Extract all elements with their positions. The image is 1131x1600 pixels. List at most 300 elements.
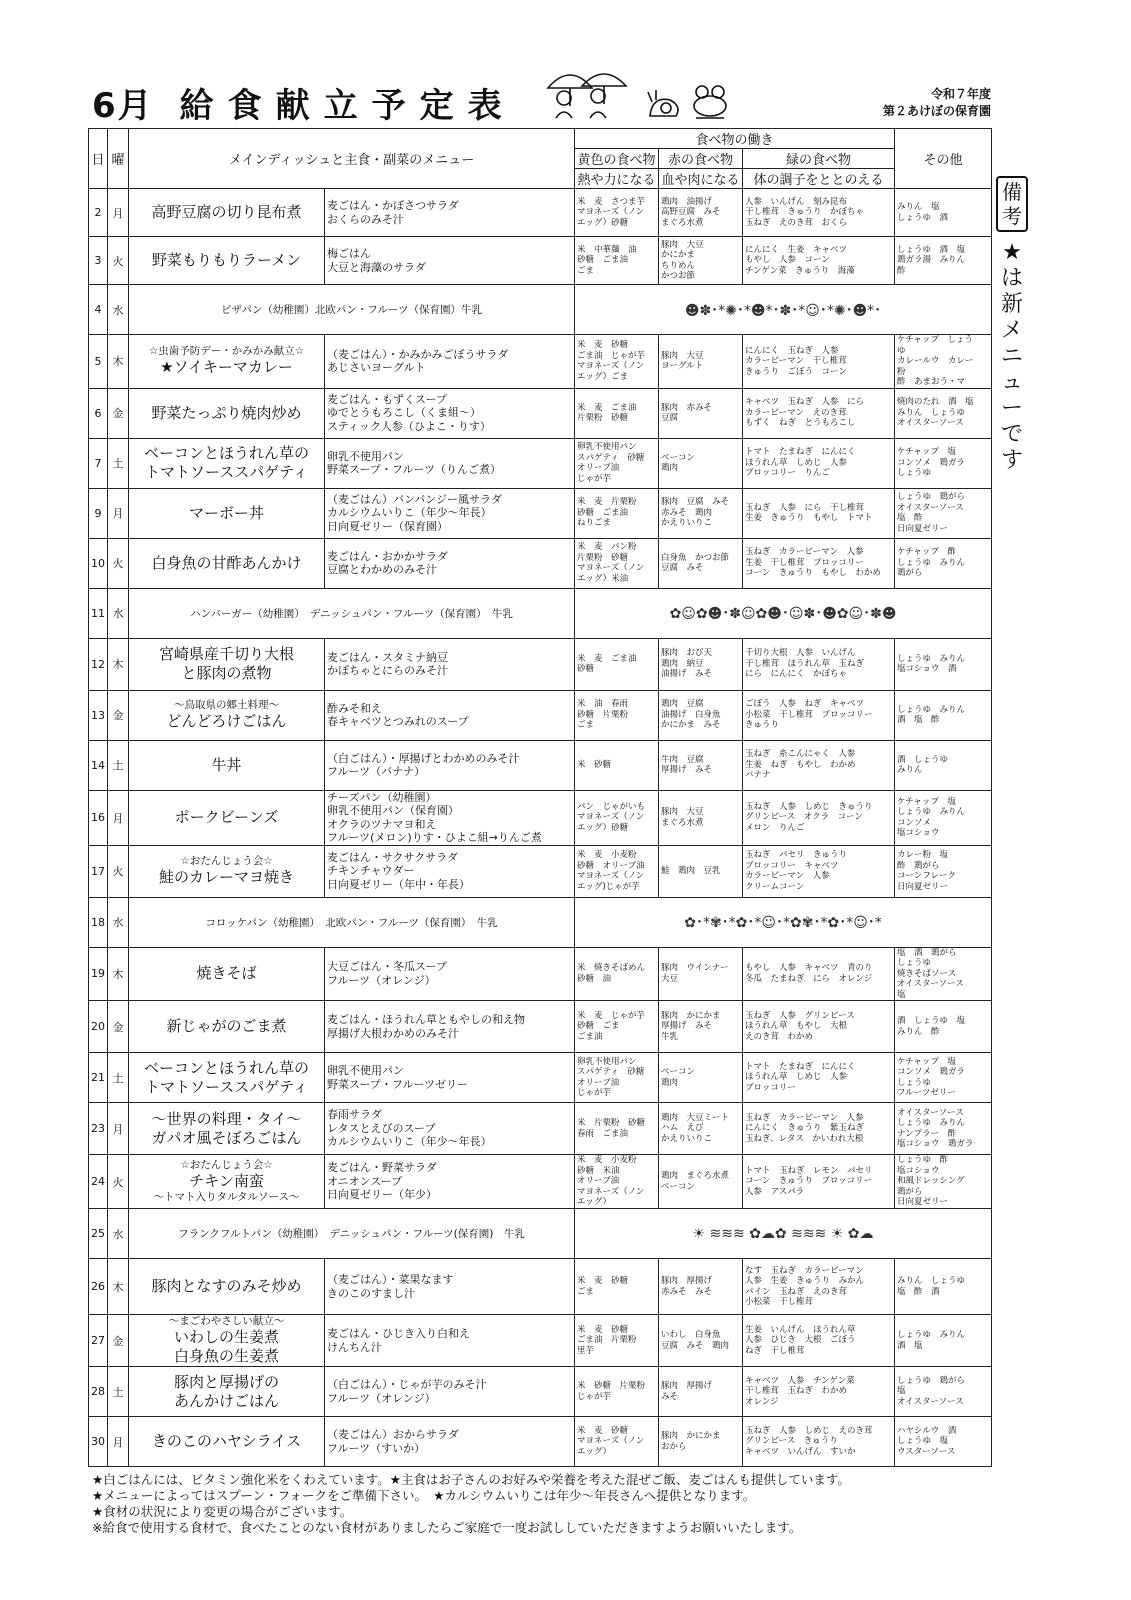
other-foods-line: 酒 塩 酢 (897, 715, 940, 725)
red-foods-line: ちりめん (661, 260, 696, 271)
main-dish (129, 538, 325, 588)
other-foods-line: 酒 しょうゆ 塩 (897, 1016, 966, 1026)
day-number: 28 (89, 1367, 108, 1417)
red-foods-line: 鶏肉 大豆ミート (661, 1112, 730, 1123)
remarks-label: 備考 (996, 176, 1028, 232)
menu-row (89, 638, 992, 690)
side-dish-line: 豆腐とわかめのみそ汁 (327, 563, 437, 576)
red-foods-line: ベーコン (661, 452, 696, 463)
main-dish-line: 白身魚の甘酢あんかけ (151, 553, 302, 572)
yellow-foods (575, 690, 659, 740)
weekday: 土 (108, 1053, 129, 1103)
red-foods-line: 赤みそ 鶏肉 (661, 507, 713, 518)
red-foods (659, 947, 743, 1001)
side-dish-line: （麦ごはん）バンバンジー風サラダ (327, 492, 502, 506)
green-foods-line: クリームコーン (745, 881, 805, 892)
red-foods (659, 1103, 743, 1155)
menu-row (89, 388, 992, 438)
other-foods-line: オイスターソース (897, 418, 964, 429)
menu-row (89, 1209, 992, 1259)
other-foods-line: ケチャップ 塩 (897, 447, 956, 458)
menu-row (89, 1155, 992, 1209)
red-foods-line: 鶏肉 油揚げ (661, 196, 713, 207)
organization-info (883, 86, 991, 120)
side-dish-line: フルーツ（すいか） (327, 1441, 426, 1455)
other-foods-line: 酢 あまおう・マ (897, 377, 966, 387)
yellow-foods (575, 1417, 659, 1467)
day-number: 25 (89, 1209, 108, 1259)
side-dish-line: 麦ごはん・もずくスープ (327, 392, 447, 406)
yellow-foods (575, 1259, 659, 1315)
side-dish (325, 538, 575, 588)
main-dish-line: ベーコンとほうれん草の (143, 1058, 309, 1077)
yellow-foods-line: 春雨 ごま油 (577, 1128, 629, 1139)
red-foods (659, 1367, 743, 1417)
nursery-name: 第２あけぼの保育園 (882, 104, 991, 118)
yellow-foods (575, 335, 659, 389)
green-foods-line: 玉ねぎ 人参 にら 干し椎茸 (745, 502, 865, 513)
green-foods-line: グリンピース きゅうり (745, 1436, 838, 1447)
yellow-foods (575, 1367, 659, 1417)
other-foods-line: カレー粉 塩 (897, 850, 949, 860)
red-foods (659, 790, 743, 845)
main-dish-line: 高野豆腐の切り昆布煮 (151, 203, 302, 221)
main-dish (129, 1367, 325, 1417)
other-foods-line: カレールウ カレー (897, 356, 974, 366)
side-dish-line: （白ごはん）・じゃが芋のみそ汁 (327, 1378, 487, 1391)
other-foods (895, 1367, 992, 1417)
red-foods-line: 大豆 (661, 973, 679, 984)
col-main: メインディッシュと主食・副菜のメニュー (129, 129, 575, 189)
yellow-foods-line: じゃが芋 (577, 1088, 612, 1098)
col-day: 日 (89, 129, 108, 189)
yellow-foods-line: マヨネーズ（ノン (577, 207, 645, 218)
menu-row (89, 538, 992, 588)
other-foods-line: コンソメ 鶏ガラ (897, 457, 965, 468)
other-foods-line: 日向夏ゼリー (897, 1197, 949, 1208)
red-foods-line: かえりいりこ (661, 1133, 713, 1144)
yellow-foods-line: 米 麦 さつま芋 (577, 196, 646, 207)
menu-row (89, 845, 992, 897)
weekday: 木 (108, 638, 129, 690)
yellow-foods-line: 砂糖 ごま (577, 1021, 620, 1032)
other-foods-line: 塩コショウ 酒 (897, 664, 957, 674)
green-foods (743, 1259, 895, 1315)
yellow-foods-line: 米 片栗粉 砂糖 (577, 1118, 646, 1128)
red-foods-line: 鶏肉 納豆 (661, 658, 704, 669)
yellow-foods-line: 米 焼きそばめん (577, 963, 646, 974)
menu-row (89, 438, 992, 488)
weekday: 火 (108, 538, 129, 588)
yellow-foods-line: じゃが芋 (577, 1391, 612, 1402)
other-foods (895, 1315, 992, 1367)
side-dish-line: 野菜スープ・フルーツ（りんご煮） (327, 463, 502, 476)
other-foods-line: 酢 鶏がら (897, 860, 940, 871)
red-foods-line: 豆腐 みそ (661, 563, 704, 573)
weekday: 水 (108, 588, 129, 638)
main-dish-line: 野菜たっぷり焼肉炒め (151, 403, 302, 422)
col-weekday: 曜 (108, 129, 129, 189)
weekday: 木 (108, 1259, 129, 1315)
green-foods-line: にら にんにく かぼちゃ (745, 669, 848, 680)
green-foods-line: 玉ねぎ 糸こんにゃく 人参 (745, 749, 856, 760)
footer-line: ★白ごはんには、ビタミン強化米をくわえています。★主食はお子さんのお好みや栄養を考えた混ぜご飯、麦ごはんも提供しています。 (92, 1472, 850, 1487)
side-dish-line: 麦ごはん・野菜サラダ (327, 1161, 437, 1175)
side-dish-line: フルーツ（オレンジ） (327, 973, 436, 987)
main-dish-line: ～世界の料理・タイ～ (151, 1109, 302, 1128)
menu-row (89, 588, 992, 638)
side-dish (325, 790, 575, 845)
side-dish-line: 麦ごはん・ひじき入り白和え (327, 1327, 470, 1340)
main-dish (129, 1103, 325, 1155)
main-dish (129, 1315, 325, 1367)
footer-notes (92, 1472, 850, 1536)
other-foods-line: ナンプラー 酢 (897, 1128, 957, 1139)
bread-menu: ハンバーガー（幼稚園） デニッシュパン・フルーツ（保育園） 牛乳 (129, 588, 575, 638)
yellow-foods-line: 卵乳不使用パン (577, 442, 637, 452)
green-foods (743, 790, 895, 845)
yellow-foods (575, 1053, 659, 1103)
green-foods-line: バナナ (745, 770, 771, 781)
other-foods-line: フルーツゼリー (897, 1088, 956, 1098)
other-foods (895, 1417, 992, 1467)
main-dish-line: ☆おたんじょう会☆ (180, 1159, 273, 1171)
weekday: 木 (108, 335, 129, 389)
red-foods-line: 豚肉 厚揚げ (661, 1381, 713, 1391)
yellow-foods-line: マヨネーズ（ノン (577, 871, 645, 881)
side-dish-line: 日向夏ゼリー（保育園） (327, 519, 448, 533)
other-foods (895, 1001, 992, 1053)
side-dish (325, 1001, 575, 1053)
main-dish-line: 牛丼 (211, 755, 242, 774)
green-foods-line: もやし 人参 コーン (745, 255, 830, 266)
red-foods (659, 1259, 743, 1315)
green-foods-line: きゅうり (745, 720, 780, 731)
other-foods-line: 塩コショウ (897, 1165, 940, 1176)
yellow-foods-line: 米 麦 パン粉 (577, 542, 637, 552)
yellow-foods-line: 米 麦 ごま油 (577, 402, 637, 413)
yellow-foods-line: ごま (577, 720, 595, 731)
other-foods-line: ケチャップ 塩 (897, 1056, 956, 1067)
yellow-foods-line: マヨネーズ（ノン (577, 1436, 645, 1447)
side-dish-line: 日向夏ゼリー（年中・年長） (327, 877, 470, 891)
main-dish-line: ☆おたんじょう会☆ (180, 855, 273, 867)
side-dish-line: フルーツ（オレンジ） (327, 1391, 436, 1405)
side-dish (325, 237, 575, 285)
decoration-cell (575, 588, 992, 638)
green-foods-line: 玉ねぎ えのき茸 おくら (745, 217, 848, 228)
green-foods-line: パイン 玉ねぎ えのき茸 (745, 1286, 848, 1297)
side-dish-line: 麦ごはん・おかかサラダ (327, 549, 448, 563)
other-foods-line: 塩 酒 鶏がら (897, 947, 957, 958)
bread-menu: フランクフルトパン（幼稚園） デニッシュパン・フルーツ(保育園) 牛乳 (129, 1209, 575, 1259)
other-foods-line: 酢 (897, 265, 906, 276)
red-foods (659, 845, 743, 897)
yellow-foods-line: 片栗粉 砂糖 (577, 413, 629, 423)
menu-row (89, 1367, 992, 1417)
red-foods (659, 189, 743, 237)
decoration-strip: ☀ ≋≋≋ ✿☁✿ ≋≋≋ ☀ ✿☁ (692, 1225, 874, 1242)
month-label: 6月 (92, 86, 154, 126)
main-dish-line: ～鳥取県の郷土料理～ (174, 699, 279, 711)
other-foods-line: しょうゆ みりん (897, 1118, 966, 1128)
main-dish-line: 焼きそば (196, 964, 257, 983)
yellow-foods-line: 米 砂糖 (577, 759, 612, 770)
yellow-foods-line: マヨネーズ（ノン (577, 361, 645, 372)
yellow-foods-line: エッグ）砂糖 (577, 822, 629, 833)
green-foods (743, 438, 895, 488)
menu-row (89, 189, 992, 237)
side-dish (325, 1259, 575, 1315)
red-foods-line: ベーコン (661, 1181, 696, 1192)
other-foods (895, 1259, 992, 1315)
side-dish (325, 638, 575, 690)
side-dish-line: （麦ごはん）おからサラダ (327, 1428, 459, 1441)
yellow-foods-line: 米 麦 小麦粉 (577, 1155, 637, 1166)
other-foods-line: 日向夏ゼリー (897, 523, 949, 534)
red-foods-line: 厚揚げ みそ (661, 765, 713, 775)
green-foods (743, 189, 895, 237)
side-dish (325, 1367, 575, 1417)
side-dish-line: スティック人参（ひよこ・りす） (327, 419, 491, 433)
yellow-foods-line: エッグ） (577, 1197, 612, 1208)
day-number: 17 (89, 845, 108, 897)
yellow-foods-line: オリーブ油 (577, 1077, 620, 1088)
yellow-foods (575, 740, 659, 790)
other-foods-line: 塩コショウ 鶏ガラ (897, 1139, 974, 1149)
side-dish (325, 1417, 575, 1467)
yellow-foods (575, 237, 659, 285)
other-foods-line: しょうゆ (897, 1077, 932, 1088)
col-green-role: 体の調子をととのえる (743, 169, 895, 189)
green-foods (743, 1367, 895, 1417)
yellow-foods-line: マヨネーズ（ノン (577, 812, 645, 823)
yellow-foods-line: スパゲティ 砂糖 (577, 452, 645, 463)
day-number: 30 (89, 1417, 108, 1467)
red-foods (659, 388, 743, 438)
main-dish (129, 1155, 325, 1209)
weekday: 月 (108, 189, 129, 237)
yellow-foods-line: パン じゃがいも (577, 801, 646, 812)
other-foods-line: ウスターソース (897, 1446, 956, 1457)
other-foods-line: コンソメ 鶏ガラ (897, 1067, 965, 1077)
weekday: 金 (108, 388, 129, 438)
other-foods (895, 1103, 992, 1155)
other-foods-line: オイスターソース (897, 1107, 964, 1118)
yellow-foods (575, 488, 659, 538)
red-foods-line: ハム えび (661, 1123, 704, 1134)
red-foods-line: 鶏肉 まぐろ水煮 (661, 1171, 730, 1181)
green-foods-line: キャベツ 人参 チンゲン菜 (745, 1375, 855, 1386)
decoration-cell (575, 897, 992, 947)
yellow-foods (575, 947, 659, 1001)
yellow-foods-line: エッグ） (577, 1446, 612, 1457)
day-number: 5 (89, 335, 108, 389)
day-number: 19 (89, 947, 108, 1001)
yellow-foods-line: エッグ)じゃが芋 (577, 881, 640, 892)
other-foods (895, 438, 992, 488)
red-foods-line: いわし 白身魚 (661, 1330, 721, 1340)
side-dish-line: 春雨サラダ (327, 1108, 382, 1122)
main-dish-line: あんかけごはん (173, 1391, 279, 1410)
other-foods-line: みりん 酢 (897, 1026, 940, 1037)
green-foods-line: キャベツ いんげん すいか (745, 1446, 856, 1457)
yellow-foods-line: 砂糖 米油 (577, 1165, 620, 1176)
side-dish-line: 大豆ごはん・冬瓜スープ (327, 960, 447, 974)
red-foods-line: 豚肉 おび天 (661, 648, 713, 659)
red-foods (659, 1001, 743, 1053)
other-foods-line: ハヤシルウ 酒 (897, 1425, 957, 1436)
main-dish-line: と豚肉の煮物 (181, 664, 272, 682)
green-foods-line: コーン きゅうり もやし わかめ (745, 568, 881, 579)
main-dish-line: 豚肉となすのみそ炒め (151, 1277, 302, 1295)
day-number: 12 (89, 638, 108, 690)
red-foods-line: かつお節 (661, 271, 696, 281)
other-foods (895, 335, 992, 389)
main-dish-line: 宮崎県産千切り大根 (158, 645, 294, 663)
main-dish-line: ポークビーンズ (174, 808, 279, 826)
red-foods-line: 鶏肉 豆腐 (661, 699, 704, 710)
main-dish (129, 1417, 325, 1467)
other-foods-line: 酒 しょうゆ (897, 754, 949, 765)
bread-menu: ピザパン（幼稚園）北欧パン・フルーツ（保育園）牛乳 (129, 285, 575, 335)
yellow-foods-line: 米 麦 砂糖 (577, 1425, 629, 1436)
day-number: 14 (89, 740, 108, 790)
main-dish (129, 790, 325, 845)
decoration-cell (575, 285, 992, 335)
other-foods-line: 日向夏ゼリー (897, 881, 949, 892)
col-red-role: 血や肉になる (659, 169, 743, 189)
day-number: 3 (89, 237, 108, 285)
side-dish-line: 野菜スープ・フルーツゼリー (327, 1077, 469, 1091)
green-foods-line: 小松菜 干し椎茸 ブロッコリー (745, 709, 873, 720)
other-foods (895, 488, 992, 538)
yellow-foods-line: 米 麦 じゃが芋 (577, 1010, 646, 1021)
other-foods-line: しょうゆ 鶏がら (897, 492, 966, 502)
other-foods-line: しょうゆ みりん (897, 653, 966, 664)
red-foods (659, 638, 743, 690)
day-number: 24 (89, 1155, 108, 1209)
green-foods (743, 1417, 895, 1467)
col-other: その他 (895, 129, 992, 189)
green-foods-line: 玉ねぎ、レタス かいわれ大根 (745, 1133, 864, 1144)
yellow-foods-line: 米 麦 ごま油 (577, 653, 637, 664)
main-dish-line: マーボー丼 (188, 503, 264, 522)
weekday: 金 (108, 1001, 129, 1053)
other-foods-line: 塩 酢 (897, 513, 923, 523)
main-dish (129, 1053, 325, 1103)
green-foods-line: コーン きゅうり ブロッコリー (745, 1176, 873, 1187)
other-foods-line: 塩コショウ (897, 828, 940, 838)
red-foods-line: まぐろ水煮 (661, 817, 704, 828)
yellow-foods-line: ごま油 じゃが芋 (577, 350, 646, 361)
menu-row (89, 1315, 992, 1367)
decoration-strip: ✿☺✿☻･✽☺✿☻･☺✽･☻✿☺･✽☻ (669, 606, 897, 622)
green-foods-line: 人参 ひじき 大根 ごぼう (745, 1335, 856, 1346)
red-foods-line: 豚肉 かにかま (661, 1010, 721, 1021)
green-foods-line: ブロッコリー りんご (745, 468, 830, 479)
green-foods (743, 1315, 895, 1367)
day-number: 18 (89, 897, 108, 947)
yellow-foods-line: 米 麦 片栗粉 (577, 497, 637, 508)
other-foods (895, 947, 992, 1001)
yellow-foods-line: 砂糖 ごま油 (577, 255, 629, 266)
yellow-foods-line: 米 麦 小麦粉 (577, 850, 637, 860)
other-foods-line: しょうゆ 酢 (897, 1155, 949, 1166)
main-dish-line: いわしの生姜煮 (173, 1328, 279, 1346)
green-foods-line: 小松菜 干し椎茸 (745, 1297, 814, 1307)
menu-row (89, 897, 992, 947)
menu-row (89, 1417, 992, 1467)
menu-row (89, 947, 992, 1001)
red-foods-line: 豆腐 (661, 413, 679, 423)
day-number: 26 (89, 1259, 108, 1315)
side-dish-line: オクラのツナマヨ和え (327, 817, 437, 831)
main-dish (129, 690, 325, 740)
main-dish (129, 947, 325, 1001)
red-foods (659, 1417, 743, 1467)
other-foods-line: みりん しょうゆ (897, 1276, 966, 1286)
green-foods (743, 638, 895, 690)
day-number: 13 (89, 690, 108, 740)
green-foods-line: カラーピーマン えのき茸 (745, 407, 847, 418)
yellow-foods-line: オリーブ油 (577, 1176, 620, 1187)
side-dish-line: フルーツ(メロン)りす・ひよこ組→りんご煮 (327, 831, 542, 844)
main-dish (129, 1259, 325, 1315)
red-foods-line: かにかま (661, 250, 696, 260)
yellow-foods (575, 1001, 659, 1053)
green-foods-line: きゅうり ごぼう コーン (745, 366, 847, 377)
yellow-foods-line: 砂糖 オリーブ油 (577, 860, 645, 871)
red-foods-line: 鮭 鶏肉 豆乳 (661, 865, 721, 876)
green-foods-line: チンゲン菜 きゅうり 海藻 (745, 265, 855, 276)
red-foods-line: 豚肉 厚揚げ (661, 1276, 713, 1286)
side-dish-line: 麦ごはん・スタミナ納豆 (327, 650, 448, 664)
green-foods (743, 1155, 895, 1209)
red-foods-line: 赤みそ みそ (661, 1286, 713, 1297)
main-dish-line: ベーコンとほうれん草の (143, 444, 309, 462)
red-foods-line: 豚肉 大豆 (661, 239, 704, 250)
footer-line: ※給食で使用する食材で、食べたことのない食材がありましたらご家庭で一度お試ししていただきますようお願いいたします。 (92, 1520, 802, 1535)
green-foods-line: ねぎ 干し椎茸 (745, 1345, 805, 1356)
decoration-strip: ☻✽･*✺･*☻*･✽･*☺･*✺･☻*･ (684, 302, 882, 319)
other-foods-line: しょうゆ みりん (897, 557, 966, 568)
col-yellow: 黄色の食べ物 (575, 149, 659, 169)
green-foods-line: 人参 アスパラ (745, 1186, 805, 1197)
yellow-foods (575, 388, 659, 438)
side-dish-line: 卵乳不使用パン (327, 449, 404, 463)
green-foods-line: トマト 玉ねぎ レモン パセリ (745, 1165, 873, 1176)
green-foods-line: 冬瓜 たまねぎ にら オレンジ (745, 973, 873, 984)
side-dish (325, 488, 575, 538)
yellow-foods-line: 卵乳不使用パン (577, 1056, 637, 1067)
green-foods-line: 干し椎茸 玉ねぎ わかめ (745, 1386, 848, 1397)
green-foods (743, 1001, 895, 1053)
side-dish (325, 947, 575, 1001)
red-foods (659, 438, 743, 488)
day-number: 2 (89, 189, 108, 237)
footer-line: ★食材の状況により変更の場合がございます。 (92, 1504, 353, 1519)
green-foods-line: にんにく 生姜 キャベツ (745, 244, 848, 255)
green-foods (743, 488, 895, 538)
red-foods (659, 690, 743, 740)
green-foods-line: 玉ねぎ パセリ きゅうり (745, 850, 848, 860)
weekday: 水 (108, 1209, 129, 1259)
side-dish-line: 麦ごはん・ほうれん草ともやしの和え物 (327, 1013, 525, 1026)
green-foods-line: 生姜 ねぎ もやし わかめ (745, 759, 856, 770)
weekday: 火 (108, 237, 129, 285)
red-foods-line: みそ (661, 1391, 679, 1402)
